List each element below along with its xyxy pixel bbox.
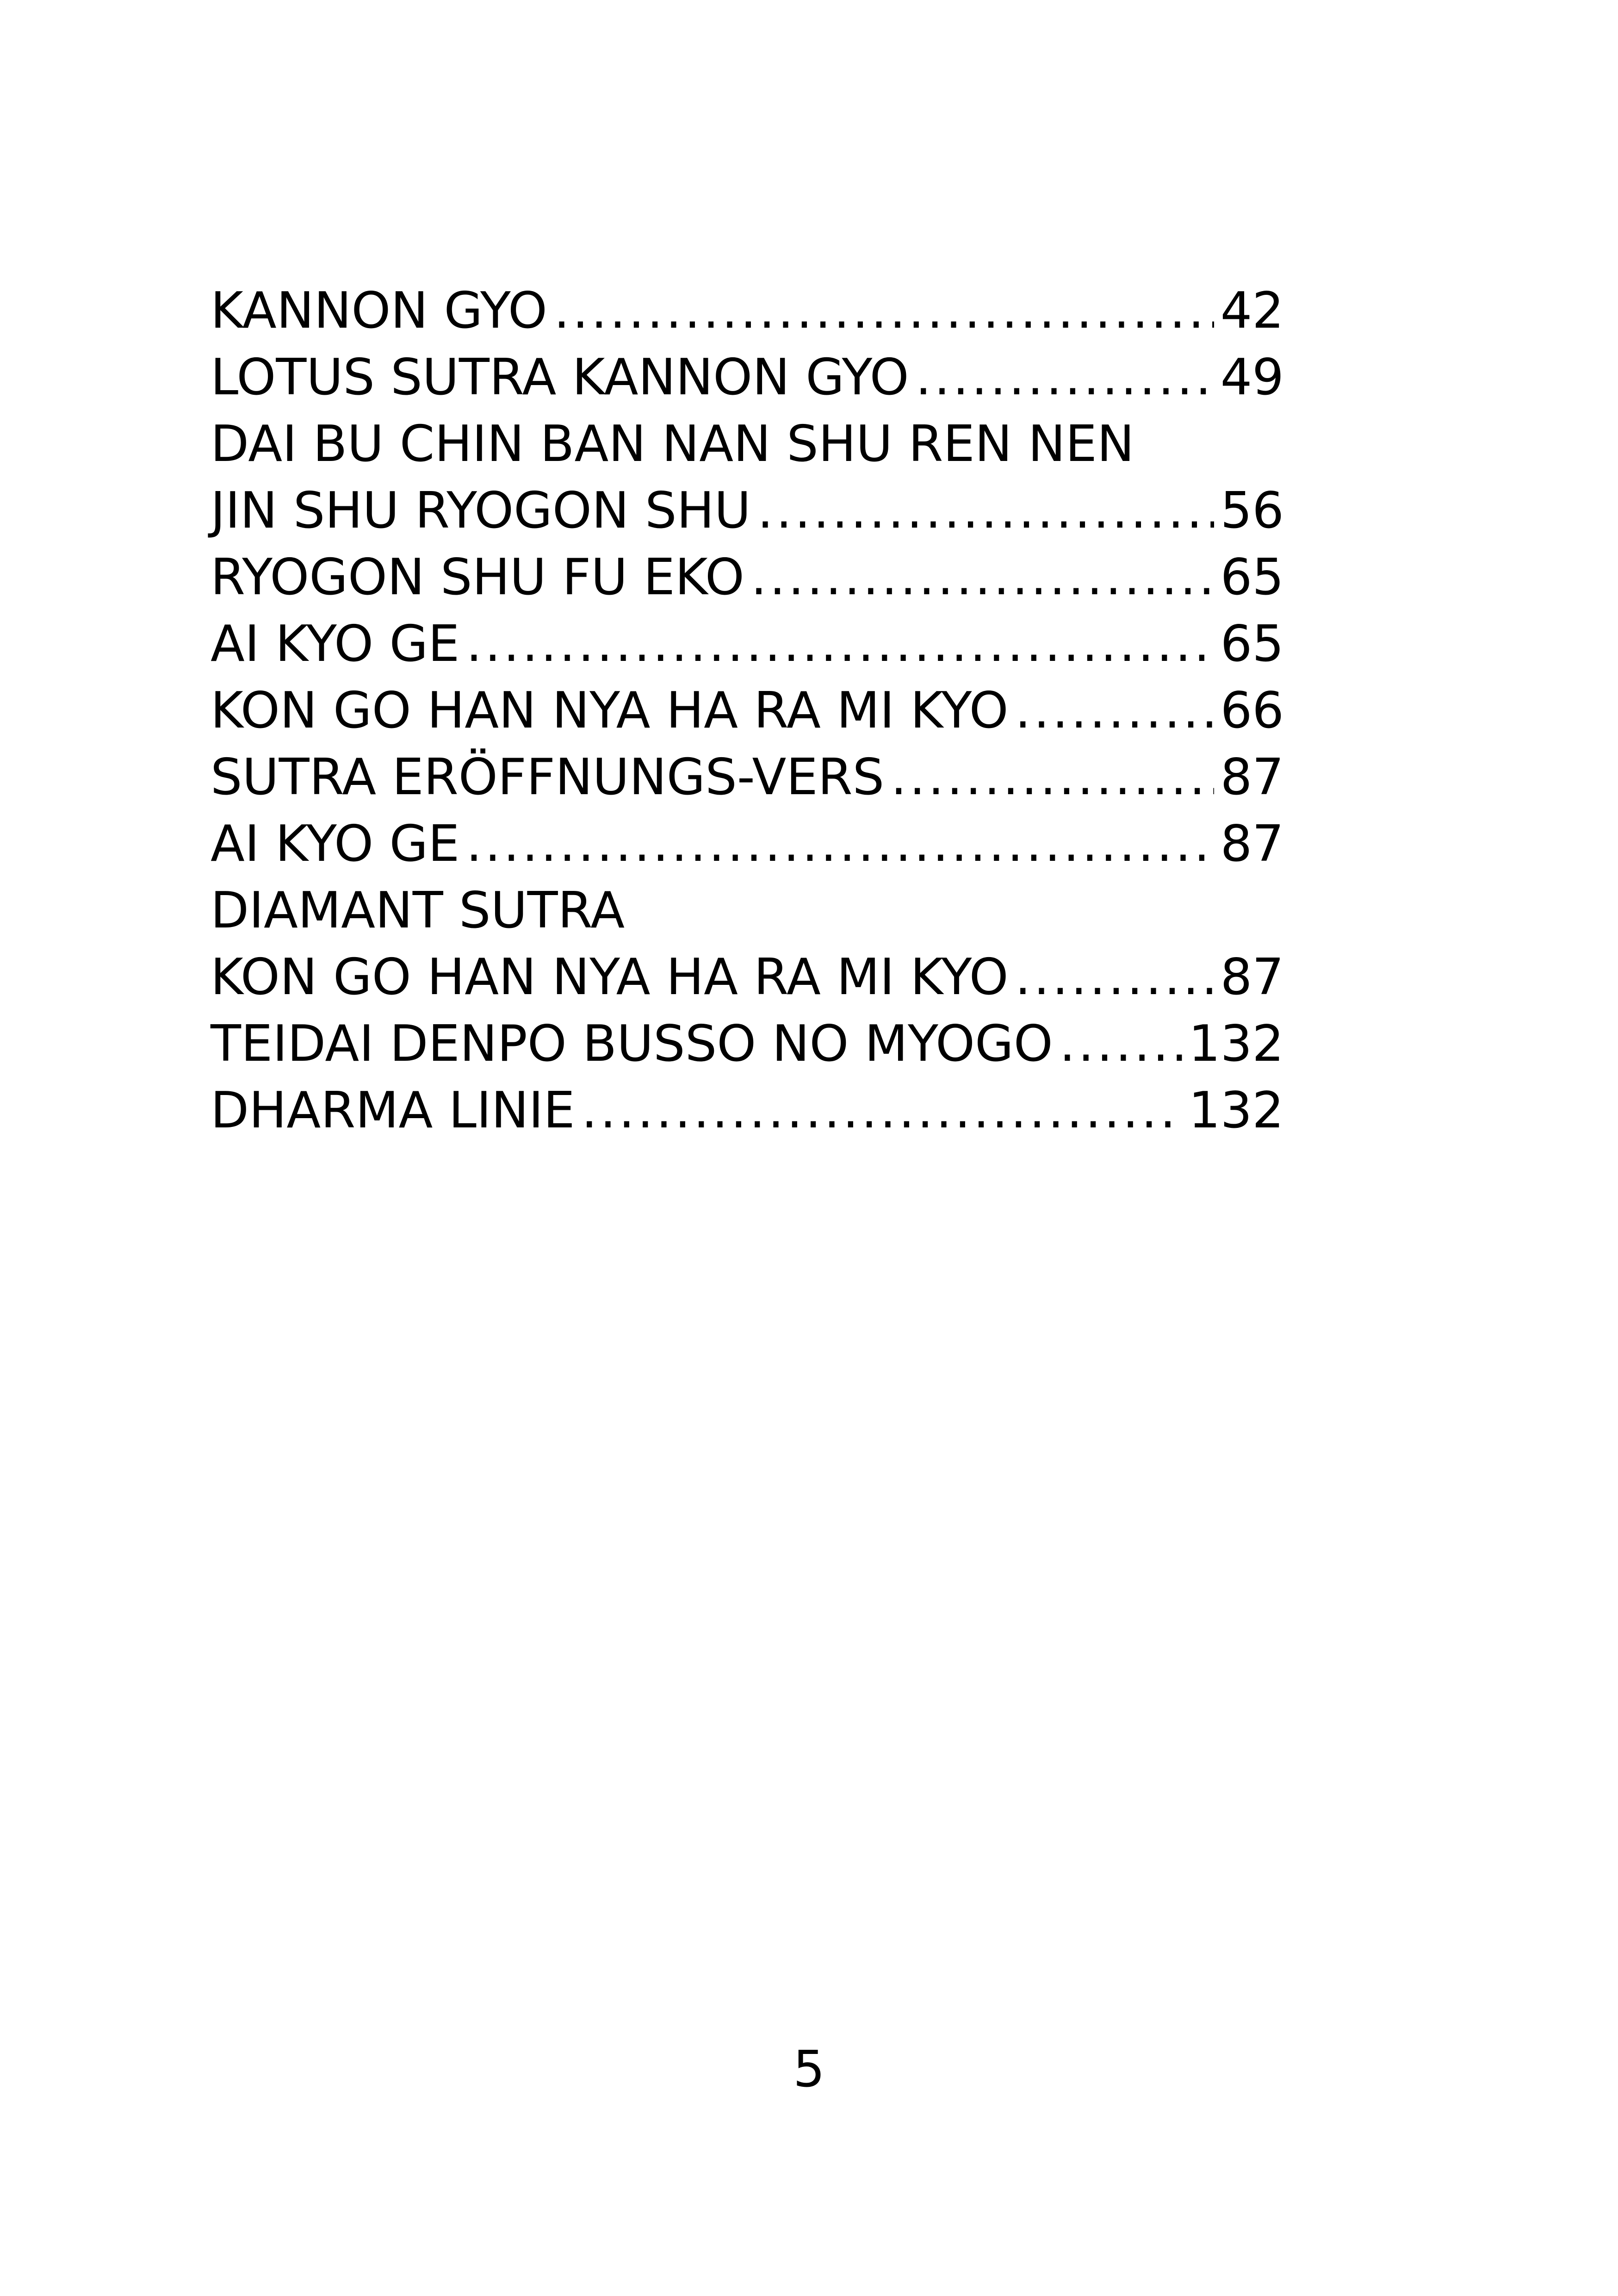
toc-entry-title: DHARMA LINIE — [211, 1082, 575, 1139]
toc-dot-leader — [582, 1077, 1182, 1144]
toc-entry[interactable] — [211, 944, 1284, 1011]
toc-entry[interactable] — [211, 744, 1284, 811]
toc-entry[interactable] — [211, 478, 1284, 544]
toc-entry-page: 132 — [1188, 1082, 1284, 1139]
toc-entry-title: LOTUS SUTRA KANNON GYO — [211, 348, 909, 406]
toc-dot-leader — [751, 544, 1214, 611]
toc-entry[interactable] — [211, 278, 1284, 344]
toc-entry-page: 49 — [1220, 348, 1284, 406]
toc-entry-title: KON GO HAN NYA HA RA MI KYO — [211, 948, 1009, 1006]
toc-entry-title: RYOGON SHU FU EKO — [211, 548, 744, 606]
toc-dot-leader — [891, 744, 1214, 811]
toc-entry-page: 87 — [1220, 748, 1284, 806]
toc-dot-leader — [1015, 944, 1214, 1011]
toc-entry-title: TEIDAI DENPO BUSSO NO MYOGO — [211, 1015, 1053, 1073]
table-of-contents — [211, 278, 1284, 1144]
toc-entry-page: 65 — [1220, 548, 1284, 606]
toc-entry-title: AI KYO GE — [211, 615, 460, 673]
toc-dot-leader — [1015, 678, 1214, 744]
toc-entry[interactable] — [211, 344, 1284, 411]
toc-entry-title: DAI BU CHIN BAN NAN SHU REN NEN — [211, 415, 1134, 473]
toc-entry[interactable] — [211, 678, 1284, 744]
toc-dot-leader — [466, 811, 1214, 877]
toc-entry[interactable] — [211, 1011, 1284, 1077]
toc-entry-title: SUTRA ERÖFFNUNGS-VERS — [211, 748, 885, 806]
toc-entry-page: 56 — [1220, 482, 1284, 540]
toc-entry-title: AI KYO GE — [211, 815, 460, 873]
toc-entry[interactable] — [211, 544, 1284, 611]
page-number: 5 — [793, 2041, 825, 2098]
toc-entry-title: KON GO HAN NYA HA RA MI KYO — [211, 682, 1009, 740]
toc-dot-leader — [757, 478, 1214, 544]
toc-dot-leader — [1060, 1011, 1182, 1077]
toc-entry[interactable] — [211, 811, 1284, 877]
toc-entry-page: 87 — [1220, 948, 1284, 1006]
toc-entry-title: JIN SHU RYOGON SHU — [211, 482, 751, 540]
toc-entry[interactable] — [211, 611, 1284, 678]
toc-entry[interactable] — [211, 411, 1284, 478]
toc-entry[interactable] — [211, 1077, 1284, 1144]
toc-dot-leader — [554, 278, 1214, 344]
toc-entry-page: 65 — [1220, 615, 1284, 673]
toc-entry-title: DIAMANT SUTRA — [211, 882, 625, 940]
toc-entry-page: 66 — [1220, 682, 1284, 740]
toc-entry-title: KANNON GYO — [211, 282, 547, 340]
toc-entry-page: 87 — [1220, 815, 1284, 873]
toc-dot-leader — [466, 611, 1214, 678]
toc-entry-page: 132 — [1188, 1015, 1284, 1073]
toc-entry[interactable] — [211, 877, 1284, 944]
toc-entry-page: 42 — [1220, 282, 1284, 340]
toc-dot-leader — [916, 344, 1214, 411]
